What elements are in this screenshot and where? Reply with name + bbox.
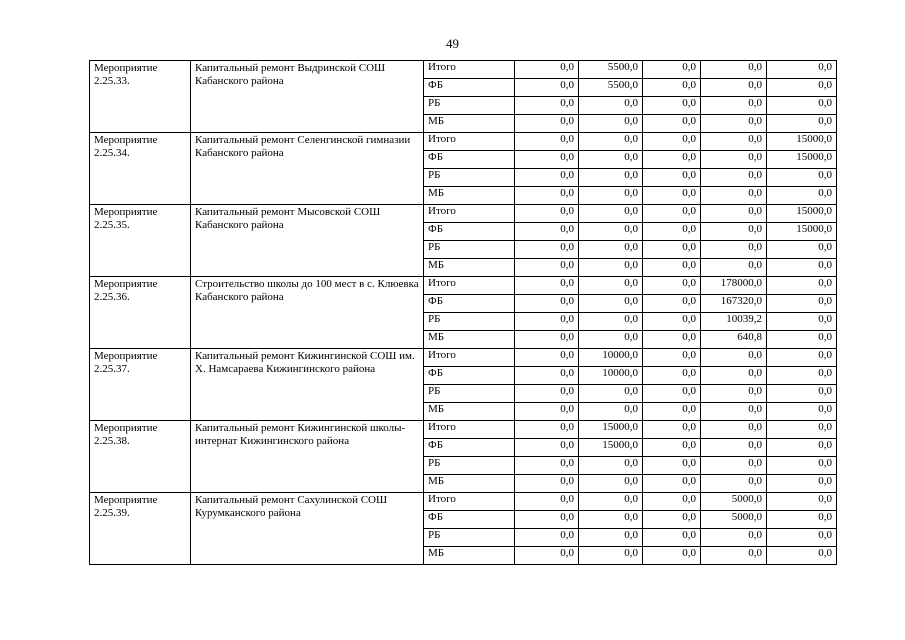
year-col-1-value: 0,0 [515,223,579,241]
event-id: Мероприятие 2.25.36. [90,277,191,349]
event-id: Мероприятие 2.25.38. [90,421,191,493]
year-col-1-value: 0,0 [515,187,579,205]
event-id: Мероприятие 2.25.37. [90,349,191,421]
year-col-4-value: 0,0 [701,385,767,403]
year-col-5-value: 0,0 [767,439,837,457]
funding-source: РБ [424,313,515,331]
year-col-1-value: 0,0 [515,475,579,493]
year-col-3-value: 0,0 [643,259,701,277]
year-col-2-value: 0,0 [579,151,643,169]
year-col-3-value: 0,0 [643,439,701,457]
year-col-5-value: 0,0 [767,349,837,367]
year-col-4-value: 0,0 [701,241,767,259]
table-row [90,349,837,367]
funding-source: Итого [424,277,515,295]
year-col-1-value: 0,0 [515,403,579,421]
year-col-3-value: 0,0 [643,79,701,97]
year-col-3-value: 0,0 [643,241,701,259]
funding-source: РБ [424,97,515,115]
year-col-4-value: 0,0 [701,259,767,277]
year-col-2-value: 10000,0 [579,349,643,367]
year-col-4-value: 0,0 [701,79,767,97]
year-col-2-value: 0,0 [579,277,643,295]
table-row [90,205,837,223]
year-col-3-value: 0,0 [643,385,701,403]
year-col-2-value: 15000,0 [579,439,643,457]
funding-source: ФБ [424,223,515,241]
year-col-1-value: 0,0 [515,493,579,511]
year-col-2-value: 0,0 [579,133,643,151]
year-col-5-value: 0,0 [767,493,837,511]
funding-source: МБ [424,259,515,277]
year-col-4-value: 10039,2 [701,313,767,331]
funding-source: МБ [424,115,515,133]
year-col-5-value: 0,0 [767,79,837,97]
year-col-5-value: 0,0 [767,115,837,133]
funding-source: ФБ [424,439,515,457]
table-row [90,493,837,511]
funding-source: Итого [424,421,515,439]
year-col-4-value: 5000,0 [701,493,767,511]
year-col-5-value: 0,0 [767,529,837,547]
year-col-1-value: 0,0 [515,97,579,115]
year-col-3-value: 0,0 [643,187,701,205]
funding-source: РБ [424,169,515,187]
year-col-3-value: 0,0 [643,277,701,295]
year-col-4-value: 0,0 [701,61,767,79]
year-col-4-value: 0,0 [701,367,767,385]
year-col-2-value: 0,0 [579,169,643,187]
funding-source: Итого [424,493,515,511]
year-col-3-value: 0,0 [643,475,701,493]
budget-table-body [90,61,837,565]
year-col-2-value: 5500,0 [579,61,643,79]
table-row [90,133,837,151]
year-col-2-value: 0,0 [579,223,643,241]
year-col-5-value: 15000,0 [767,133,837,151]
year-col-4-value: 0,0 [701,421,767,439]
funding-source: Итого [424,349,515,367]
year-col-4-value: 178000,0 [701,277,767,295]
table-row [90,421,837,439]
year-col-3-value: 0,0 [643,457,701,475]
event-description: Капитальный ремонт Кижингинской школы-интернат Кижингинского района [191,421,424,493]
year-col-4-value: 640,8 [701,331,767,349]
year-col-2-value: 5500,0 [579,79,643,97]
year-col-2-value: 0,0 [579,295,643,313]
year-col-4-value: 0,0 [701,115,767,133]
event-description: Капитальный ремонт Селенгинской гимназии Кабанского района [191,133,424,205]
year-col-3-value: 0,0 [643,547,701,565]
year-col-1-value: 0,0 [515,115,579,133]
year-col-1-value: 0,0 [515,295,579,313]
year-col-2-value: 0,0 [579,115,643,133]
year-col-4-value: 0,0 [701,529,767,547]
year-col-3-value: 0,0 [643,331,701,349]
year-col-3-value: 0,0 [643,295,701,313]
year-col-1-value: 0,0 [515,313,579,331]
funding-source: РБ [424,457,515,475]
year-col-1-value: 0,0 [515,421,579,439]
year-col-3-value: 0,0 [643,511,701,529]
year-col-4-value: 0,0 [701,439,767,457]
year-col-4-value: 5000,0 [701,511,767,529]
year-col-5-value: 0,0 [767,511,837,529]
year-col-5-value: 0,0 [767,295,837,313]
year-col-3-value: 0,0 [643,133,701,151]
year-col-2-value: 0,0 [579,511,643,529]
year-col-3-value: 0,0 [643,313,701,331]
year-col-5-value: 0,0 [767,547,837,565]
year-col-1-value: 0,0 [515,277,579,295]
year-col-3-value: 0,0 [643,115,701,133]
year-col-2-value: 0,0 [579,457,643,475]
year-col-3-value: 0,0 [643,493,701,511]
year-col-1-value: 0,0 [515,349,579,367]
event-description: Капитальный ремонт Выдринской СОШ Кабанского района [191,61,424,133]
year-col-2-value: 15000,0 [579,421,643,439]
year-col-5-value: 0,0 [767,169,837,187]
year-col-1-value: 0,0 [515,241,579,259]
year-col-4-value: 0,0 [701,403,767,421]
event-id: Мероприятие 2.25.35. [90,205,191,277]
year-col-4-value: 0,0 [701,349,767,367]
year-col-2-value: 0,0 [579,403,643,421]
year-col-4-value: 0,0 [701,169,767,187]
year-col-2-value: 0,0 [579,205,643,223]
year-col-5-value: 0,0 [767,259,837,277]
year-col-1-value: 0,0 [515,511,579,529]
year-col-3-value: 0,0 [643,421,701,439]
funding-source: МБ [424,475,515,493]
year-col-5-value: 0,0 [767,475,837,493]
page-number: 49 [446,36,459,51]
year-col-1-value: 0,0 [515,259,579,277]
year-col-3-value: 0,0 [643,223,701,241]
year-col-2-value: 0,0 [579,313,643,331]
funding-source: МБ [424,403,515,421]
funding-source: РБ [424,241,515,259]
year-col-2-value: 0,0 [579,97,643,115]
year-col-4-value: 0,0 [701,97,767,115]
year-col-3-value: 0,0 [643,367,701,385]
event-description: Капитальный ремонт Сахулинской СОШ Курумканского района [191,493,424,565]
year-col-1-value: 0,0 [515,331,579,349]
year-col-2-value: 0,0 [579,259,643,277]
year-col-1-value: 0,0 [515,457,579,475]
year-col-4-value: 167320,0 [701,295,767,313]
funding-source: Итого [424,133,515,151]
year-col-5-value: 0,0 [767,313,837,331]
year-col-5-value: 0,0 [767,331,837,349]
funding-source: ФБ [424,367,515,385]
year-col-1-value: 0,0 [515,529,579,547]
funding-source: ФБ [424,511,515,529]
year-col-5-value: 0,0 [767,403,837,421]
year-col-4-value: 0,0 [701,151,767,169]
funding-source: Итого [424,61,515,79]
funding-source: МБ [424,331,515,349]
year-col-5-value: 0,0 [767,97,837,115]
year-col-1-value: 0,0 [515,169,579,187]
funding-source: РБ [424,529,515,547]
year-col-5-value: 0,0 [767,241,837,259]
year-col-2-value: 0,0 [579,475,643,493]
year-col-2-value: 0,0 [579,331,643,349]
table-row [90,61,837,79]
year-col-5-value: 0,0 [767,385,837,403]
year-col-5-value: 0,0 [767,457,837,475]
year-col-1-value: 0,0 [515,385,579,403]
year-col-1-value: 0,0 [515,133,579,151]
year-col-1-value: 0,0 [515,547,579,565]
funding-source: МБ [424,547,515,565]
event-description: Капитальный ремонт Кижингинской СОШ им. Х. Намсараева Кижингинского района [191,349,424,421]
year-col-2-value: 0,0 [579,547,643,565]
year-col-5-value: 15000,0 [767,205,837,223]
event-id: Мероприятие 2.25.33. [90,61,191,133]
year-col-4-value: 0,0 [701,547,767,565]
year-col-4-value: 0,0 [701,475,767,493]
year-col-3-value: 0,0 [643,403,701,421]
year-col-1-value: 0,0 [515,367,579,385]
year-col-4-value: 0,0 [701,205,767,223]
year-col-3-value: 0,0 [643,61,701,79]
year-col-2-value: 0,0 [579,241,643,259]
year-col-5-value: 15000,0 [767,223,837,241]
year-col-5-value: 0,0 [767,187,837,205]
funding-source: ФБ [424,295,515,313]
event-id: Мероприятие 2.25.39. [90,493,191,565]
year-col-4-value: 0,0 [701,187,767,205]
year-col-3-value: 0,0 [643,205,701,223]
year-col-5-value: 0,0 [767,421,837,439]
year-col-3-value: 0,0 [643,349,701,367]
year-col-3-value: 0,0 [643,529,701,547]
year-col-5-value: 0,0 [767,367,837,385]
year-col-1-value: 0,0 [515,151,579,169]
year-col-2-value: 0,0 [579,385,643,403]
year-col-2-value: 0,0 [579,187,643,205]
funding-source: РБ [424,385,515,403]
funding-source: Итого [424,205,515,223]
funding-source: МБ [424,187,515,205]
year-col-1-value: 0,0 [515,439,579,457]
year-col-3-value: 0,0 [643,169,701,187]
year-col-5-value: 0,0 [767,61,837,79]
funding-source: ФБ [424,79,515,97]
year-col-3-value: 0,0 [643,151,701,169]
year-col-1-value: 0,0 [515,79,579,97]
year-col-4-value: 0,0 [701,457,767,475]
year-col-5-value: 15000,0 [767,151,837,169]
event-description: Капитальный ремонт Мысовской СОШ Кабанского района [191,205,424,277]
year-col-3-value: 0,0 [643,97,701,115]
year-col-2-value: 0,0 [579,529,643,547]
table-row [90,277,837,295]
event-description: Строительство школы до 100 мест в с. Клюевка Кабанского района [191,277,424,349]
budget-table [89,60,837,565]
year-col-1-value: 0,0 [515,61,579,79]
year-col-4-value: 0,0 [701,223,767,241]
funding-source: ФБ [424,151,515,169]
year-col-1-value: 0,0 [515,205,579,223]
year-col-2-value: 0,0 [579,493,643,511]
year-col-4-value: 0,0 [701,133,767,151]
year-col-2-value: 10000,0 [579,367,643,385]
event-id: Мероприятие 2.25.34. [90,133,191,205]
year-col-5-value: 0,0 [767,277,837,295]
